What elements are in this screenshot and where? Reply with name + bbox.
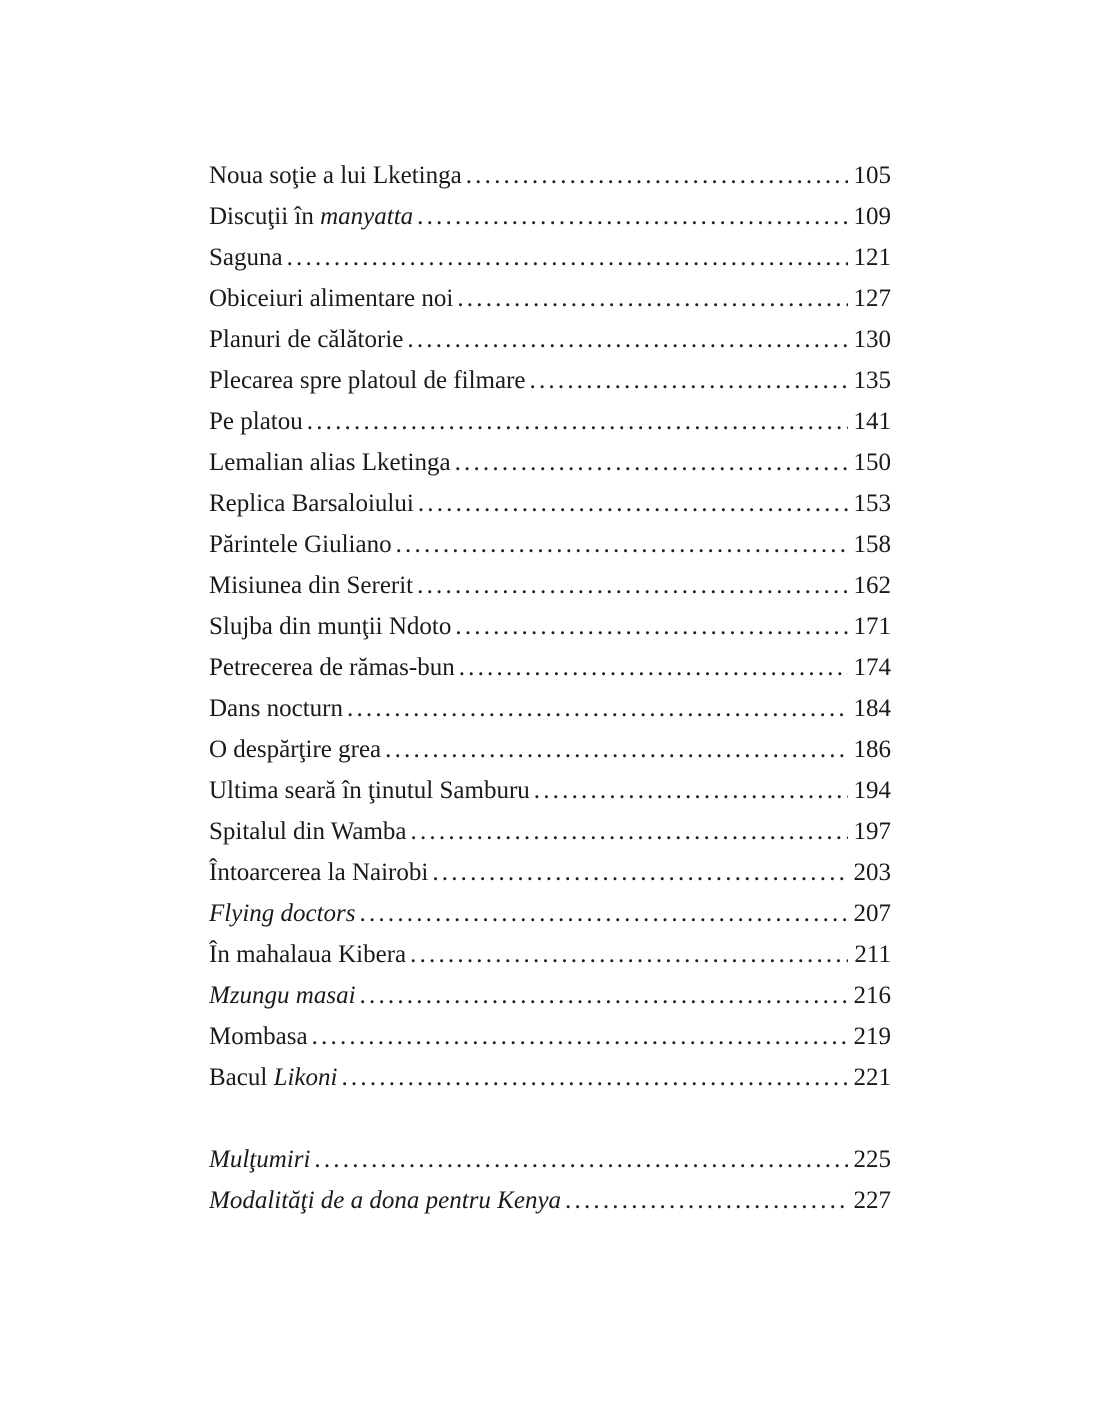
toc-entry-title — [209, 442, 451, 483]
toc-entry — [209, 442, 891, 483]
toc-entry-title — [209, 852, 428, 893]
toc-entry-title-italic: Mzungu masai — [209, 982, 356, 1009]
dot-leader — [534, 770, 848, 811]
toc-entry-page-number: 171 — [853, 613, 891, 640]
toc-entry-title-text: Slujba din munţii Ndoto — [209, 613, 452, 640]
toc-entry-title — [209, 934, 406, 975]
toc-entry-title — [209, 565, 413, 606]
dot-leader — [455, 442, 848, 483]
toc-entry — [209, 565, 891, 606]
toc-entry-title — [209, 401, 303, 442]
toc-entry-title-text: În mahalaua Kibera — [209, 941, 407, 968]
toc-entry — [209, 1057, 891, 1098]
toc-entry — [209, 319, 891, 360]
toc-entry-title — [209, 237, 283, 278]
toc-entry-title — [209, 647, 455, 688]
toc-entry-title-italic: Modalităţi de a dona pentru Kenya — [209, 1187, 562, 1214]
toc-entry-title — [209, 319, 403, 360]
toc-entry-title — [209, 975, 356, 1016]
dot-leader — [307, 401, 848, 442]
toc-entry-title-text: Replica Barsaloiului — [209, 490, 414, 517]
toc-entry-title — [209, 196, 413, 237]
dot-leader — [417, 196, 847, 237]
toc-entry-title-italic: Mulţumiri — [209, 1146, 311, 1173]
dot-leader — [396, 524, 848, 565]
toc-entry-page-number: 127 — [853, 285, 891, 312]
toc-entry-title — [209, 1057, 337, 1098]
dot-leader — [347, 688, 848, 729]
toc-entry-page-number: 186 — [853, 736, 891, 763]
dot-leader — [410, 934, 848, 975]
toc-entry-title-text: Părintele Giuliano — [209, 531, 392, 558]
toc-entry-title — [209, 483, 414, 524]
toc-entry-title-text: Misiunea din Sererit — [209, 572, 414, 599]
toc-entry-title-text: Obiceiuri alimentare noi — [209, 285, 454, 312]
dot-leader — [385, 729, 847, 770]
toc-entry-page-number: 109 — [853, 203, 891, 230]
toc-entry — [209, 1139, 891, 1180]
toc-entry-title — [209, 1139, 310, 1180]
toc-entry-page-number: 162 — [853, 572, 891, 599]
toc-back-matter — [209, 1139, 891, 1221]
toc-entry — [209, 647, 891, 688]
toc-entry — [209, 524, 891, 565]
toc-entry — [209, 606, 891, 647]
toc-entry-title — [209, 770, 530, 811]
toc-entry-page-number: 216 — [853, 982, 891, 1009]
toc-entry — [209, 155, 891, 196]
toc-entry-page-number: 227 — [853, 1187, 891, 1214]
toc-entry-page-number: 203 — [853, 859, 891, 886]
toc-entry-title — [209, 729, 381, 770]
toc-entry-title-italic: manyatta — [320, 203, 414, 230]
dot-leader — [417, 565, 847, 606]
toc-entry-title-text: Întoarcerea la Nairobi — [209, 859, 429, 886]
dot-leader — [407, 319, 847, 360]
toc-entry-title — [209, 155, 462, 196]
dot-leader — [418, 483, 848, 524]
toc-entry-title — [209, 606, 451, 647]
dot-leader — [432, 852, 847, 893]
toc-entry-title — [209, 1016, 308, 1057]
dot-leader — [360, 975, 848, 1016]
toc-entry-title-text: Bacul — [209, 1064, 274, 1091]
dot-leader — [466, 155, 848, 196]
toc-entry-title-text: Lemalian alias Lketinga — [209, 449, 451, 476]
toc-entry-title-text: Ultima seară în ţinutul Samburu — [209, 777, 530, 804]
toc-entry-page-number: 105 — [853, 162, 891, 189]
toc-entry — [209, 975, 891, 1016]
toc-entry-page-number: 225 — [853, 1146, 891, 1173]
toc-entry-title-italic: Likoni — [273, 1064, 338, 1091]
toc-entry-page-number: 184 — [853, 695, 891, 722]
toc-entry-title-text: Noua soţie a lui Lketinga — [209, 162, 462, 189]
toc-entry-page-number: 174 — [853, 654, 891, 681]
toc-entry — [209, 729, 891, 770]
dot-leader — [457, 278, 847, 319]
toc-entry-title-italic: Flying doctors — [209, 900, 356, 927]
toc-entry-title-text: Pe platou — [209, 408, 303, 435]
toc-entry-title — [209, 1180, 561, 1221]
toc-entry-title — [209, 524, 392, 565]
toc-entry-page-number: 194 — [853, 777, 891, 804]
toc-entry — [209, 278, 891, 319]
toc-entry-page-number: 221 — [853, 1064, 891, 1091]
toc-entry — [209, 1180, 891, 1221]
toc-entry-title-text: Planuri de călătorie — [209, 326, 404, 353]
toc-entry-page-number: 130 — [853, 326, 891, 353]
toc-entry-title-text: O despărţire grea — [209, 736, 382, 763]
dot-leader — [530, 360, 848, 401]
toc-entry-page-number: 141 — [853, 408, 891, 435]
toc-entry-page-number: 135 — [853, 367, 891, 394]
toc-entry-title-text: Spitalul din Wamba — [209, 818, 407, 845]
toc-entry-title — [209, 278, 453, 319]
dot-leader — [411, 811, 848, 852]
toc-entry — [209, 934, 891, 975]
toc-entry-page-number: 219 — [853, 1023, 891, 1050]
toc-entry — [209, 196, 891, 237]
dot-leader — [565, 1180, 847, 1221]
toc-entry — [209, 811, 891, 852]
dot-leader — [341, 1057, 847, 1098]
toc-entry-page-number: 158 — [853, 531, 891, 558]
toc-entries — [209, 155, 891, 1098]
toc-entry-title-text: Saguna — [209, 244, 283, 271]
toc-entry-page-number: 211 — [854, 941, 891, 968]
toc-entry — [209, 1016, 891, 1057]
toc-entry-title — [209, 893, 356, 934]
table-of-contents — [209, 155, 891, 1221]
toc-entry — [209, 483, 891, 524]
dot-leader — [360, 893, 848, 934]
toc-entry-title-text: Petrecerea de rămas-bun — [209, 654, 455, 681]
toc-entry-title — [209, 688, 343, 729]
toc-entry-title — [209, 811, 407, 852]
dot-leader — [287, 237, 848, 278]
section-gap — [209, 1098, 891, 1139]
toc-entry — [209, 770, 891, 811]
toc-entry — [209, 360, 891, 401]
dot-leader — [314, 1139, 847, 1180]
toc-entry-page-number: 150 — [853, 449, 891, 476]
toc-entry-page-number: 121 — [853, 244, 891, 271]
toc-entry-title — [209, 360, 526, 401]
toc-entry — [209, 852, 891, 893]
toc-entry — [209, 237, 891, 278]
toc-entry-title-text: Discuţii în — [209, 203, 321, 230]
dot-leader — [312, 1016, 848, 1057]
toc-entry — [209, 401, 891, 442]
toc-entry-page-number: 207 — [853, 900, 891, 927]
toc-entry-page-number: 197 — [853, 818, 891, 845]
dot-leader — [455, 606, 847, 647]
toc-entry-page-number: 153 — [853, 490, 891, 517]
dot-leader — [459, 647, 848, 688]
toc-entry — [209, 688, 891, 729]
toc-entry-title-text: Mombasa — [209, 1023, 308, 1050]
toc-entry-title-text: Dans nocturn — [209, 695, 343, 722]
toc-entry-title-text: Plecarea spre platoul de filmare — [209, 367, 526, 394]
toc-entry — [209, 893, 891, 934]
